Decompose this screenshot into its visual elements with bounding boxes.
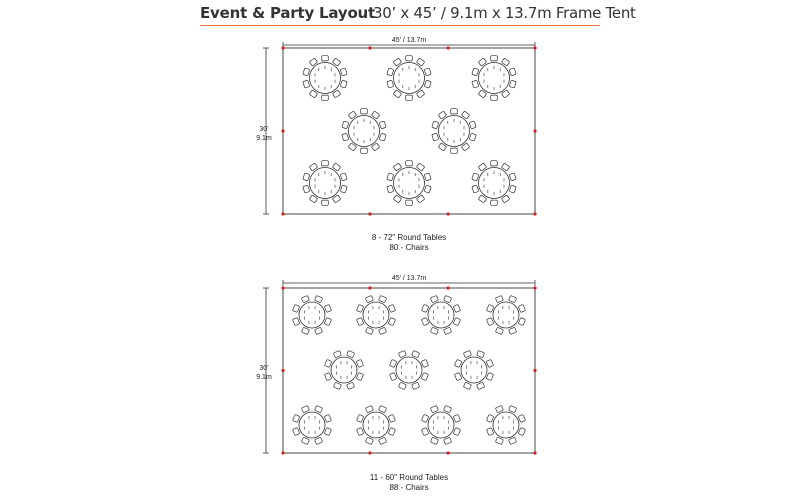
chair — [324, 373, 331, 381]
chair — [430, 405, 438, 412]
chair — [472, 80, 479, 88]
pole-marker — [533, 46, 536, 49]
pole-marker — [368, 286, 371, 289]
chair — [398, 382, 406, 389]
chair — [406, 200, 413, 205]
chair — [421, 318, 428, 326]
chair — [406, 161, 413, 166]
chair — [430, 437, 438, 444]
chair — [322, 161, 329, 166]
pole-marker — [281, 451, 284, 454]
chair — [453, 304, 460, 312]
chair — [388, 304, 395, 312]
round-table — [472, 161, 516, 206]
chair — [491, 200, 498, 205]
pole-marker — [368, 46, 371, 49]
chair — [444, 295, 452, 302]
tables-group — [292, 295, 525, 444]
chair — [491, 95, 498, 100]
chair — [292, 318, 299, 326]
pole-marker — [533, 369, 536, 372]
chair — [340, 185, 347, 193]
round-table — [486, 295, 525, 334]
table-top — [363, 412, 389, 438]
chair — [509, 68, 516, 76]
chair — [495, 437, 503, 444]
chair — [491, 161, 498, 166]
round-table — [356, 405, 395, 444]
chair — [463, 382, 471, 389]
chair — [509, 327, 517, 334]
chair — [432, 133, 439, 141]
chair — [444, 405, 452, 412]
chair — [303, 173, 310, 181]
table-top — [299, 412, 325, 438]
chair — [387, 80, 394, 88]
chair — [356, 373, 363, 381]
chair — [424, 185, 431, 193]
chair — [406, 56, 413, 61]
chair — [444, 437, 452, 444]
chair — [472, 185, 479, 193]
chair — [477, 350, 485, 357]
chair — [324, 414, 331, 422]
tables-count-label: 8 - 72" Round Tables — [371, 233, 447, 242]
chair — [495, 295, 503, 302]
chair — [315, 437, 323, 444]
chair — [387, 173, 394, 181]
chair — [518, 428, 525, 436]
table-top — [493, 412, 519, 438]
chair — [430, 327, 438, 334]
chair — [451, 148, 458, 153]
pole-marker — [447, 46, 450, 49]
chair — [472, 68, 479, 76]
chair — [292, 304, 299, 312]
table-top — [363, 302, 389, 328]
round-table — [303, 56, 347, 101]
chair — [453, 414, 460, 422]
chair — [486, 428, 493, 436]
chair — [379, 437, 387, 444]
round-table — [486, 405, 525, 444]
chair — [365, 295, 373, 302]
pole-marker — [447, 212, 450, 215]
pole-marker — [281, 369, 284, 372]
round-table — [387, 56, 431, 101]
chair — [509, 185, 516, 193]
round-table — [342, 109, 386, 154]
pole-marker — [281, 46, 284, 49]
table-top — [396, 357, 422, 383]
pole-marker — [447, 451, 450, 454]
table-top — [428, 412, 454, 438]
chair — [463, 350, 471, 357]
height-label-ft: 30’ — [259, 126, 269, 133]
tent-layout-2 — [256, 275, 536, 455]
pole-marker — [281, 129, 284, 132]
chair — [412, 350, 420, 357]
chair — [379, 121, 386, 129]
chair — [421, 304, 428, 312]
table-top — [461, 357, 487, 383]
tables-group — [303, 56, 516, 206]
chair — [322, 56, 329, 61]
chair — [430, 295, 438, 302]
chairs-count-label: 80 - Chairs — [389, 243, 429, 252]
chair — [356, 428, 363, 436]
chair — [421, 359, 428, 367]
pole-marker — [281, 212, 284, 215]
chair — [421, 414, 428, 422]
pole-marker — [447, 286, 450, 289]
chair — [347, 382, 355, 389]
chair — [491, 56, 498, 61]
chair — [509, 405, 517, 412]
chair — [379, 327, 387, 334]
round-table — [387, 161, 431, 206]
chair — [389, 373, 396, 381]
chair — [389, 359, 396, 367]
chair — [424, 68, 431, 76]
chair — [387, 68, 394, 76]
table-top — [428, 302, 454, 328]
chair — [424, 80, 431, 88]
chair — [340, 173, 347, 181]
chair — [388, 318, 395, 326]
chair — [324, 304, 331, 312]
chair — [518, 304, 525, 312]
chair — [451, 109, 458, 114]
chair — [421, 428, 428, 436]
chair — [303, 185, 310, 193]
chair — [303, 80, 310, 88]
round-table — [472, 56, 516, 101]
chair — [486, 359, 493, 367]
chair — [301, 405, 309, 412]
chair — [301, 437, 309, 444]
chair — [365, 405, 373, 412]
tables-count-label: 11 - 60" Round Tables — [369, 473, 449, 482]
chair — [421, 373, 428, 381]
pole-marker — [368, 451, 371, 454]
round-table — [303, 161, 347, 206]
width-label: 45’ / 13.7m — [391, 275, 427, 282]
round-table — [421, 295, 460, 334]
pole-marker — [533, 451, 536, 454]
chair — [342, 133, 349, 141]
chair — [315, 327, 323, 334]
round-table — [292, 405, 331, 444]
chair — [347, 350, 355, 357]
chair — [469, 121, 476, 129]
chair — [365, 437, 373, 444]
tent-layout-1 — [256, 37, 536, 216]
round-table — [292, 295, 331, 334]
page-title: Event & Party Layout — [200, 4, 376, 22]
width-label: 45’ / 13.7m — [391, 37, 427, 44]
pole-marker — [533, 212, 536, 215]
chair — [324, 318, 331, 326]
chair — [509, 437, 517, 444]
chair — [356, 414, 363, 422]
chair — [453, 318, 460, 326]
chair — [379, 295, 387, 302]
chair — [361, 148, 368, 153]
chair — [322, 200, 329, 205]
chair — [486, 414, 493, 422]
chair — [356, 304, 363, 312]
chair — [322, 95, 329, 100]
chair — [454, 373, 461, 381]
chair — [398, 350, 406, 357]
chair — [444, 327, 452, 334]
chair — [340, 68, 347, 76]
chair — [315, 405, 323, 412]
chair — [324, 359, 331, 367]
round-table — [432, 109, 476, 154]
chair — [495, 405, 503, 412]
chair — [388, 428, 395, 436]
chair — [486, 373, 493, 381]
layout-1-caption — [309, 233, 509, 253]
chair — [477, 382, 485, 389]
chair — [518, 318, 525, 326]
chair — [509, 80, 516, 88]
chair — [453, 428, 460, 436]
chair — [301, 295, 309, 302]
chair — [292, 428, 299, 436]
chair — [469, 133, 476, 141]
pole-marker — [368, 212, 371, 215]
table-top — [331, 357, 357, 383]
page-subtitle: 30’ x 45’ / 9.1m x 13.7m Frame Tent — [373, 4, 636, 22]
chair — [518, 414, 525, 422]
chairs-count-label: 88 - Chairs — [389, 483, 429, 492]
chair — [454, 359, 461, 367]
chair — [356, 359, 363, 367]
chair — [509, 173, 516, 181]
chair — [315, 295, 323, 302]
chair — [356, 318, 363, 326]
height-label-m: 9.1m — [256, 135, 272, 142]
chair — [365, 327, 373, 334]
chair — [361, 109, 368, 114]
chair — [432, 121, 439, 129]
chair — [486, 304, 493, 312]
layout-2-caption — [309, 473, 509, 493]
chair — [301, 327, 309, 334]
chair — [303, 68, 310, 76]
chair — [340, 80, 347, 88]
chair — [424, 173, 431, 181]
chair — [388, 414, 395, 422]
round-table — [356, 295, 395, 334]
table-top — [299, 302, 325, 328]
chair — [509, 295, 517, 302]
height-label-ft: 30’ — [259, 365, 269, 372]
chair — [486, 318, 493, 326]
chair — [495, 327, 503, 334]
round-table — [324, 350, 363, 389]
chair — [292, 414, 299, 422]
height-label-m: 9.1m — [256, 374, 272, 381]
chair — [333, 382, 341, 389]
chair — [379, 133, 386, 141]
pole-marker — [533, 129, 536, 132]
chair — [324, 428, 331, 436]
chair — [472, 173, 479, 181]
chair — [333, 350, 341, 357]
pole-marker — [281, 286, 284, 289]
table-top — [493, 302, 519, 328]
round-table — [389, 350, 428, 389]
round-table — [454, 350, 493, 389]
chair — [387, 185, 394, 193]
chair — [379, 405, 387, 412]
pole-marker — [533, 286, 536, 289]
chair — [342, 121, 349, 129]
round-table — [421, 405, 460, 444]
chair — [406, 95, 413, 100]
chair — [412, 382, 420, 389]
